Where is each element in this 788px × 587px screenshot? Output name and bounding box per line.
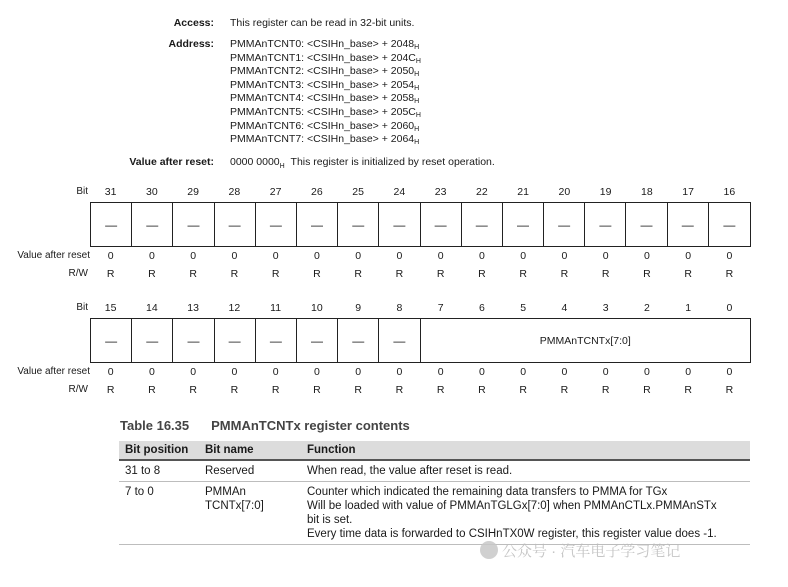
- bit-number: 27: [269, 186, 282, 198]
- bit-number: 30: [146, 186, 158, 198]
- table-title: [120, 418, 410, 433]
- reserved-bit-cell: —: [297, 319, 338, 362]
- bit-number: 1: [685, 302, 692, 314]
- reset-value: 0: [190, 366, 197, 378]
- lower-reset-values: [90, 366, 750, 380]
- bit-number: 10: [311, 302, 323, 314]
- upper-bit-numbers: [90, 186, 750, 200]
- bit-number: 9: [355, 302, 362, 314]
- reset-value: 0: [355, 366, 362, 378]
- address-label: Address:: [168, 38, 214, 50]
- address-line: PMMAnTCNT4: <CSIHn_base> + $2058_H$: [230, 92, 420, 106]
- rw-value: R: [643, 268, 651, 280]
- bit-number: 5: [520, 302, 527, 314]
- rw-value: R: [684, 268, 692, 280]
- bit-number: 24: [393, 186, 406, 198]
- reset-value: 0: [231, 366, 238, 378]
- reset-value: 0: [520, 250, 527, 262]
- reserved-bit-cell: —: [668, 203, 709, 246]
- rw-value: R: [725, 384, 734, 396]
- bit-number: 18: [641, 186, 653, 198]
- rw-value: R: [436, 268, 445, 280]
- header-bit-position: Bit position: [119, 441, 199, 460]
- access-label: Access:: [173, 17, 214, 29]
- reserved-bit-cell: —: [91, 203, 132, 246]
- reserved-bit-cell: —: [132, 319, 173, 362]
- rw-value: R: [148, 384, 156, 396]
- rw-value: R: [643, 384, 651, 396]
- bit-number: 8: [396, 302, 403, 314]
- reset-value: 0: [437, 366, 444, 378]
- table-row: [119, 460, 750, 482]
- rw-value: R: [189, 384, 197, 396]
- rw-value: R: [684, 384, 692, 396]
- lower-register-field: [90, 318, 751, 363]
- reset-value: 0: [685, 250, 692, 262]
- rw-value: R: [189, 268, 197, 280]
- bit-number: 4: [561, 302, 568, 314]
- reset-value: 0: [396, 366, 403, 378]
- rw-value: R: [478, 384, 486, 396]
- reset-value: 0: [685, 366, 692, 378]
- reset-value: 0: [107, 250, 114, 262]
- bit-number: 22: [476, 186, 488, 198]
- rw-value: R: [395, 268, 404, 280]
- bit-number: 2: [643, 302, 650, 314]
- rw-value: R: [354, 268, 362, 280]
- reserved-bit-cell: —: [256, 319, 297, 362]
- rw-value: R: [230, 268, 239, 280]
- reset-value: 0: [355, 250, 362, 262]
- bit-number: 26: [311, 186, 323, 198]
- rw-value: R: [313, 268, 321, 280]
- reserved-bit-cell: —: [173, 203, 214, 246]
- rw-value: R: [354, 384, 362, 396]
- rw-value: R: [519, 268, 527, 280]
- watermark: 公众号 · 汽车电子学习笔记: [480, 540, 680, 561]
- lower-bit-numbers: [90, 302, 750, 316]
- reset-value: 0000 $0000_H$ This register is initialized by reset operation.: [230, 156, 495, 171]
- bit-number: 21: [517, 186, 529, 198]
- rw-value: R: [601, 268, 610, 280]
- reset-value: 0: [272, 366, 279, 378]
- reserved-bit-cell: —: [338, 319, 379, 362]
- reserved-bit-cell: —: [723, 217, 736, 232]
- bit-number: 29: [187, 186, 199, 198]
- reserved-bit-cell: —: [544, 203, 585, 246]
- reserved-bit-cell: —: [379, 203, 420, 246]
- reserved-bit-cell: —: [173, 319, 214, 362]
- upper-register-field: [90, 202, 751, 247]
- bit-number: 0: [726, 302, 733, 314]
- rw-value: R: [601, 384, 610, 396]
- reset-value: 0: [561, 250, 568, 262]
- reset-value: 0: [726, 250, 733, 262]
- bit-name-cell: Reserved: [199, 460, 301, 482]
- address-line: PMMAnTCNT2: <CSIHn_base> + $2050_H$: [230, 65, 420, 79]
- reserved-bit-cell: —: [215, 319, 256, 362]
- reset-value: 0: [602, 250, 609, 262]
- bit-number: 15: [104, 302, 117, 314]
- bit-number: 25: [352, 186, 364, 198]
- rw-value: R: [230, 384, 239, 396]
- reserved-bit-cell: —: [215, 203, 256, 246]
- bit-position-cell: 7 to 0: [119, 482, 199, 545]
- address-line: PMMAnTCNT0: <CSIHn_base> + $2048_H$: [230, 38, 420, 51]
- bit-number: 23: [434, 186, 447, 198]
- rw-label: R/W: [68, 268, 88, 279]
- bit-number: 13: [187, 302, 199, 314]
- rw-value: R: [271, 384, 280, 396]
- address-line: PMMAnTCNT1: <CSIHn_base> + $204C_H$: [230, 51, 421, 65]
- upper-rw-values: [90, 268, 750, 282]
- reset-value: 0: [190, 250, 197, 262]
- rw-value: R: [148, 268, 156, 280]
- bit-row-label: Bit: [76, 186, 88, 197]
- reserved-bit-cell: —: [297, 203, 338, 246]
- reserved-bit-cell: —: [585, 203, 626, 246]
- table-caption: PMMAnTCNTx register contents: [211, 418, 410, 433]
- rw-value: R: [395, 384, 404, 396]
- bit-position-cell: 31 to 8: [119, 460, 199, 482]
- reset-value: 0: [231, 250, 238, 262]
- bit-number: 16: [723, 186, 736, 198]
- rw-value: R: [519, 384, 527, 396]
- reserved-bit-cell: —: [503, 203, 544, 246]
- function-cell: Counter which indicated the remaining data transfers to PMMA for TGx Will be loaded with value of PMMAnTGLGx[7:0] when PMMAnCTLx.PMMAnSTx bit is set. Every time data is forwarded to CSIHnTX0W register, this register value does -1.: [301, 482, 750, 545]
- value-after-reset-label: Value after reset: [17, 250, 90, 261]
- rw-value: R: [313, 384, 321, 396]
- bit-name-cell: PMMAn TCNTx[7:0]: [199, 482, 301, 545]
- reset-value: 0: [478, 250, 485, 262]
- reserved-bit-cell: —: [421, 203, 462, 246]
- address-line: PMMAnTCNT5: <CSIHn_base> + $205C_H$: [230, 106, 421, 119]
- bit-number: 3: [602, 302, 609, 314]
- table-header-row: [119, 441, 750, 460]
- bit-row-label: Bit: [76, 302, 88, 313]
- function-cell: When read, the value after reset is read.: [301, 460, 750, 482]
- bit-number: 19: [599, 186, 612, 198]
- reserved-bit-cell: —: [626, 203, 667, 246]
- table-row: [119, 482, 750, 545]
- access-text: This register can be read in 32-bit units.: [230, 17, 415, 29]
- reset-value: 0: [313, 366, 320, 378]
- upper-reset-values: [90, 250, 750, 264]
- reset-value: 0: [396, 250, 403, 262]
- bit-number: 31: [104, 186, 117, 198]
- reserved-bit-cell: —: [132, 203, 173, 246]
- rw-value: R: [478, 268, 486, 280]
- bit-number: 12: [228, 302, 241, 314]
- bit-number: 28: [228, 186, 241, 198]
- value-after-reset-label: Value after reset: [17, 366, 90, 377]
- header-function: Function: [301, 441, 750, 460]
- reset-value: 0: [148, 250, 155, 262]
- wechat-icon: [480, 541, 498, 559]
- table-number: Table 16.35: [120, 418, 190, 433]
- reset-value: 0: [643, 250, 650, 262]
- address-line: PMMAnTCNT7: <CSIHn_base> + $2064_H$: [230, 133, 420, 147]
- bit-number: 14: [146, 302, 158, 314]
- bit-number: 7: [437, 302, 444, 314]
- rw-value: R: [271, 268, 280, 280]
- reset-value: 0: [478, 366, 485, 378]
- reserved-bit-cell: —: [256, 203, 297, 246]
- reset-value: 0: [272, 250, 279, 262]
- address-line: PMMAnTCNT3: <CSIHn_base> + $2054_H$: [230, 78, 420, 92]
- reset-value: 0: [313, 250, 320, 262]
- reset-value: 0: [643, 366, 650, 378]
- rw-value: R: [106, 268, 115, 280]
- rw-value: R: [106, 384, 115, 396]
- reserved-bit-cell: —: [338, 203, 379, 246]
- rw-value: R: [560, 268, 569, 280]
- reset-value: 0: [148, 366, 155, 378]
- reserved-bit-cell: —: [91, 319, 132, 362]
- reset-value: 0: [561, 366, 568, 378]
- reset-value: 0: [520, 366, 527, 378]
- address-line: PMMAnTCNT6: <CSIHn_base> + $2060_H$: [230, 119, 420, 133]
- field-cell-pmmantcntx: PMMAnTCNTx[7:0]: [539, 334, 631, 347]
- reset-value: 0: [437, 250, 444, 262]
- header-bit-name: Bit name: [199, 441, 301, 460]
- reserved-bit-cell: —: [462, 203, 503, 246]
- reset-value: 0: [107, 366, 114, 378]
- bit-number: 17: [682, 186, 694, 198]
- reset-label: Value after reset:: [129, 156, 214, 168]
- rw-value: R: [560, 384, 569, 396]
- register-contents-table: [119, 441, 750, 545]
- reserved-bit-cell: —: [379, 319, 420, 362]
- bit-number: 20: [558, 186, 571, 198]
- bit-number: 11: [270, 302, 282, 314]
- rw-value: R: [725, 268, 734, 280]
- reset-value: 0: [726, 366, 733, 378]
- rw-value: R: [436, 384, 445, 396]
- rw-label: R/W: [68, 384, 88, 395]
- bit-number: 6: [478, 302, 485, 314]
- reset-value: 0: [602, 366, 609, 378]
- lower-rw-values: [90, 384, 750, 398]
